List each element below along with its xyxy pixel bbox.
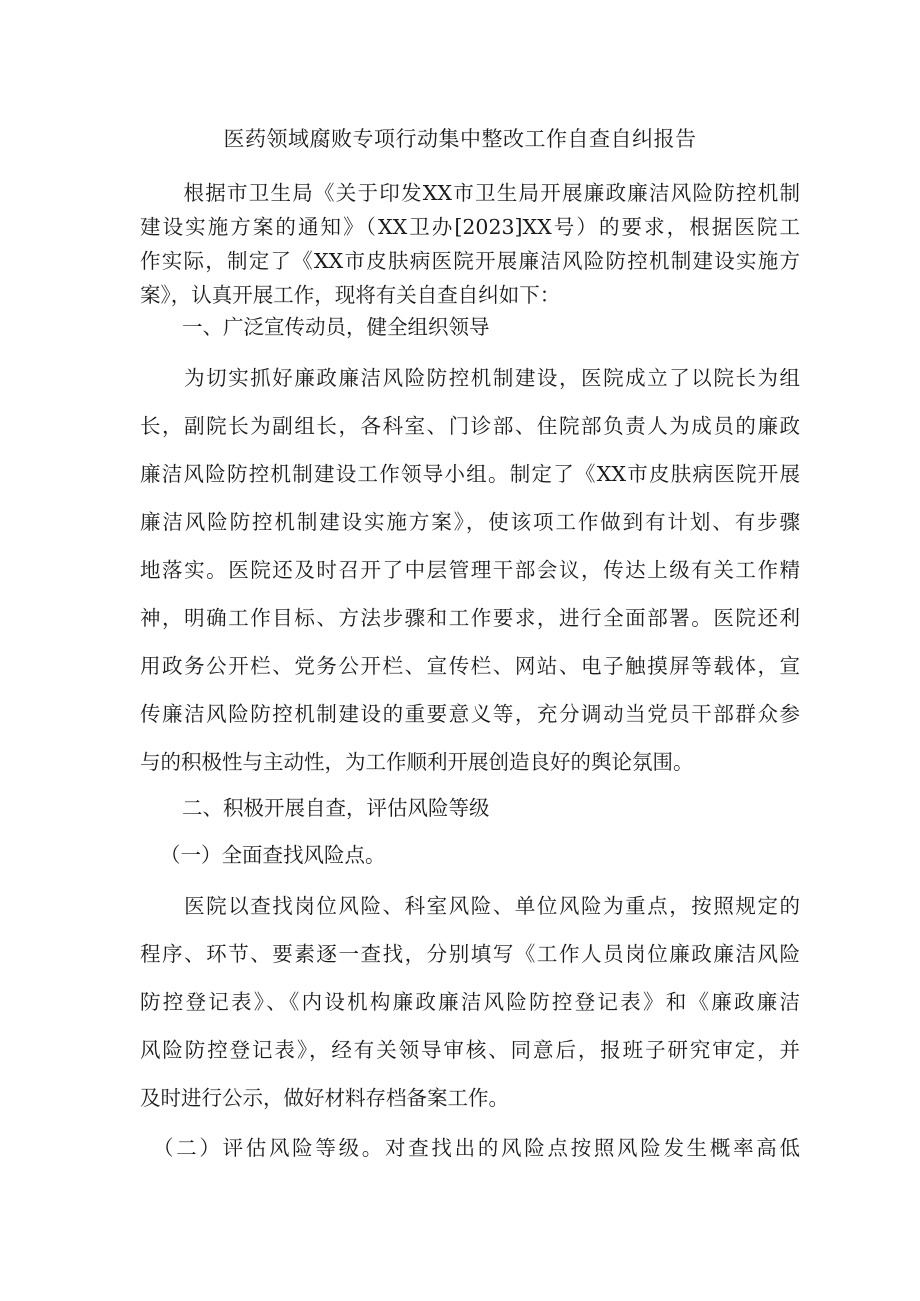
intro-line: 作实际，制定了《XX市皮肤病医院开展廉洁风险防控机制建设实施方 [140, 249, 800, 273]
section1-paragraph [140, 354, 800, 786]
section2-line: 医院以查找岗位风险、科室风险、单位风险为重点，按照规定的 [140, 894, 800, 918]
section3-paragraph [140, 1124, 800, 1172]
intro-paragraph [140, 176, 800, 312]
sub-heading-1: （一）全面查找风险点。 [160, 843, 386, 867]
section1-line: 用政务公开栏、党务公开栏、宣传栏、网站、电子触摸屏等载体，宣 [140, 654, 800, 678]
section2-paragraph [140, 882, 800, 1122]
section1-line: 长，副院长为副组长，各科室、门诊部、住院部负责人为成员的廉政 [140, 414, 800, 438]
section1-line: 为切实抓好廉政廉洁风险防控机制建设，医院成立了以院长为组 [140, 366, 800, 390]
section1-line: 廉洁风险防控机制建设实施方案》，使该项工作做到有计划、有步骤 [140, 510, 800, 534]
section2-line: 风险防控登记表》，经有关领导审核、同意后，报班子研究审定，并 [140, 1038, 800, 1062]
section1-line: 神，明确工作目标、方法步骤和工作要求，进行全面部署。医院还利 [140, 606, 800, 630]
section1-line: 与的积极性与主动性，为工作顺利开展创造良好的舆论氛围。 [140, 750, 694, 774]
section-heading-2: 二、积极开展自查，评估风险等级 [182, 796, 490, 820]
section3-line: （二）评估风险等级。对查找出的风险点按照风险发生概率高低 [140, 1136, 800, 1160]
intro-line: 根据市卫生局《关于印发XX市卫生局开展廉政廉洁风险防控机制 [140, 181, 800, 205]
intro-line: 建设实施方案的通知》（XX卫办[2023]XX号）的要求，根据医院工 [140, 215, 800, 239]
section1-line: 传廉洁风险防控机制建设的重要意义等，充分调动当党员干部群众参 [140, 702, 800, 726]
intro-line: 案》，认真开展工作，现将有关自查自纠如下： [140, 283, 561, 307]
section2-line: 及时进行公示，做好材料存档备案工作。 [140, 1086, 509, 1110]
document-title: 医药领域腐败专项行动集中整改工作自查自纠报告 [223, 127, 697, 151]
section2-line: 防控登记表》、《内设机构廉政廉洁风险防控登记表》和《廉政廉洁 [140, 990, 800, 1014]
section-heading-1: 一、广泛宣传动员，健全组织领导 [182, 315, 490, 339]
section1-line: 廉洁风险防控机制建设工作领导小组。制定了《XX市皮肤病医院开展 [140, 462, 800, 486]
section1-line: 地落实。医院还及时召开了中层管理干部会议，传达上级有关工作精 [140, 558, 800, 582]
section2-line: 程序、环节、要素逐一查找，分别填写《工作人员岗位廉政廉洁风险 [140, 942, 800, 966]
